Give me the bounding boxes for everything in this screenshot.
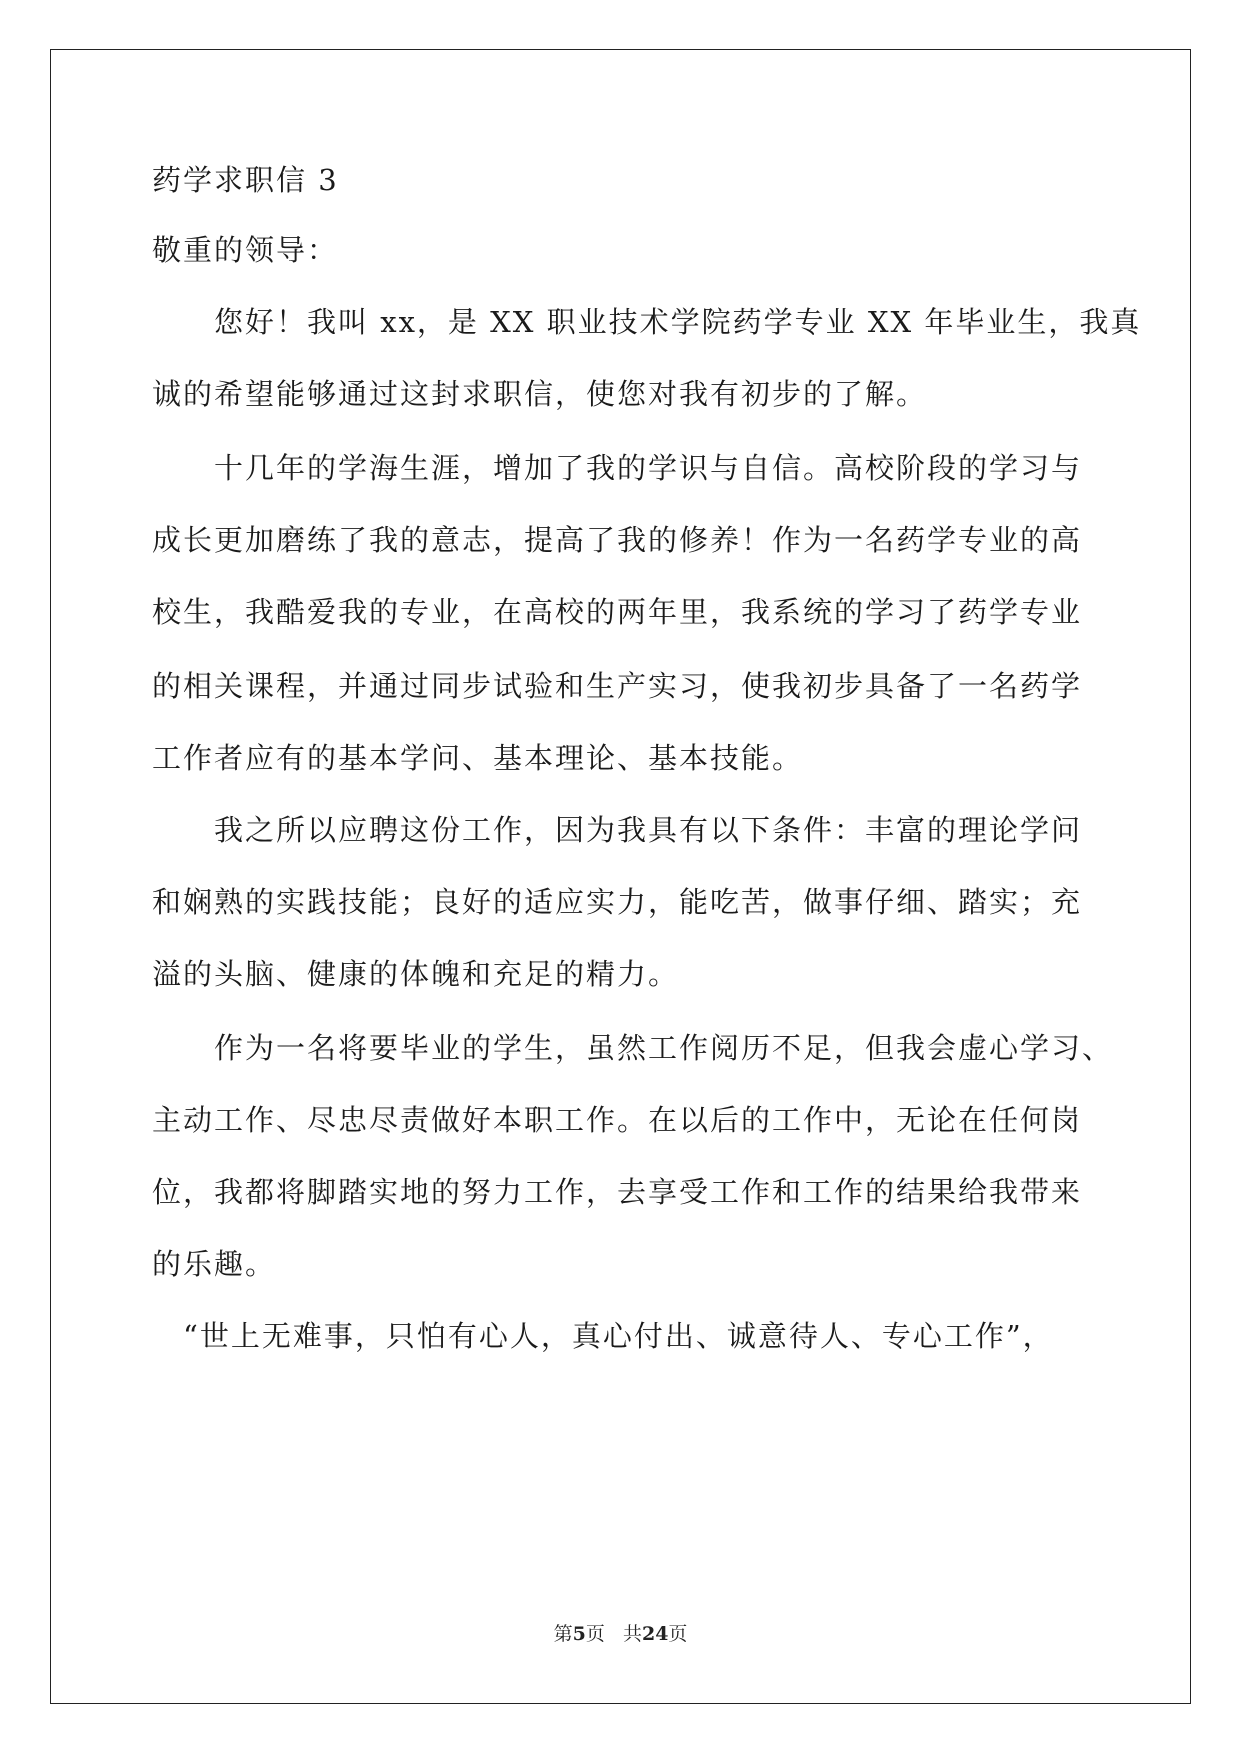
- page-footer: [0, 1622, 1241, 1646]
- body-line: 工作者应有的基本学问、基本理论、基本技能。: [152, 741, 804, 775]
- body-line: 位，我都将脚踏实地的努力工作，去享受工作和工作的结果给我带来: [152, 1175, 1083, 1209]
- body-line: 我之所以应聘这份工作，因为我具有以下条件：丰富的理论学问: [152, 813, 1083, 847]
- body-line: 的相关课程，并通过同步试验和生产实习，使我初步具备了一名药学: [152, 669, 1083, 703]
- footer-page-suffix: 页: [585, 1623, 605, 1645]
- body-line: 成长更加磨练了我的意志，提高了我的修养！作为一名药学专业的高: [152, 523, 1083, 557]
- footer-page-prefix: 第: [553, 1623, 573, 1645]
- footer-total-suffix: 页: [668, 1623, 688, 1645]
- body-line: 作为一名将要毕业的学生，虽然工作阅历不足，但我会虚心学习、: [152, 1031, 1114, 1065]
- body-line: 诚的希望能够通过这封求职信，使您对我有初步的了解。: [152, 377, 928, 411]
- body-line: 您好！我叫 xx，是 XX 职业技术学院药学专业 XX 年毕业生，我真: [152, 305, 1142, 339]
- body-line: 十几年的学海生涯，增加了我的学识与自信。高校阶段的学习与: [152, 451, 1083, 485]
- body-line: 主动工作、尽忠尽责做好本职工作。在以后的工作中，无论在任何岗: [152, 1103, 1083, 1137]
- body-line: 和娴熟的实践技能；良好的适应实力，能吃苦，做事仔细、踏实；充: [152, 885, 1083, 919]
- body-line: 校生，我酷爱我的专业，在高校的两年里，我系统的学习了药学专业: [152, 595, 1083, 629]
- footer-page-number: 5: [572, 1623, 586, 1645]
- document-title: 药学求职信 3: [152, 163, 339, 197]
- salutation: 敬重的领导：: [152, 233, 339, 267]
- footer-total-prefix: 共: [622, 1623, 642, 1645]
- body-line: 溢的头脑、健康的体魄和充足的精力。: [152, 957, 680, 991]
- footer-total-pages: 24: [641, 1623, 669, 1645]
- body-line: 的乐趣。: [152, 1247, 277, 1281]
- body-line: “世上无难事，只怕有心人，真心付出、诚意待人、专心工作”，: [152, 1319, 1054, 1353]
- page-border: [50, 49, 1191, 1704]
